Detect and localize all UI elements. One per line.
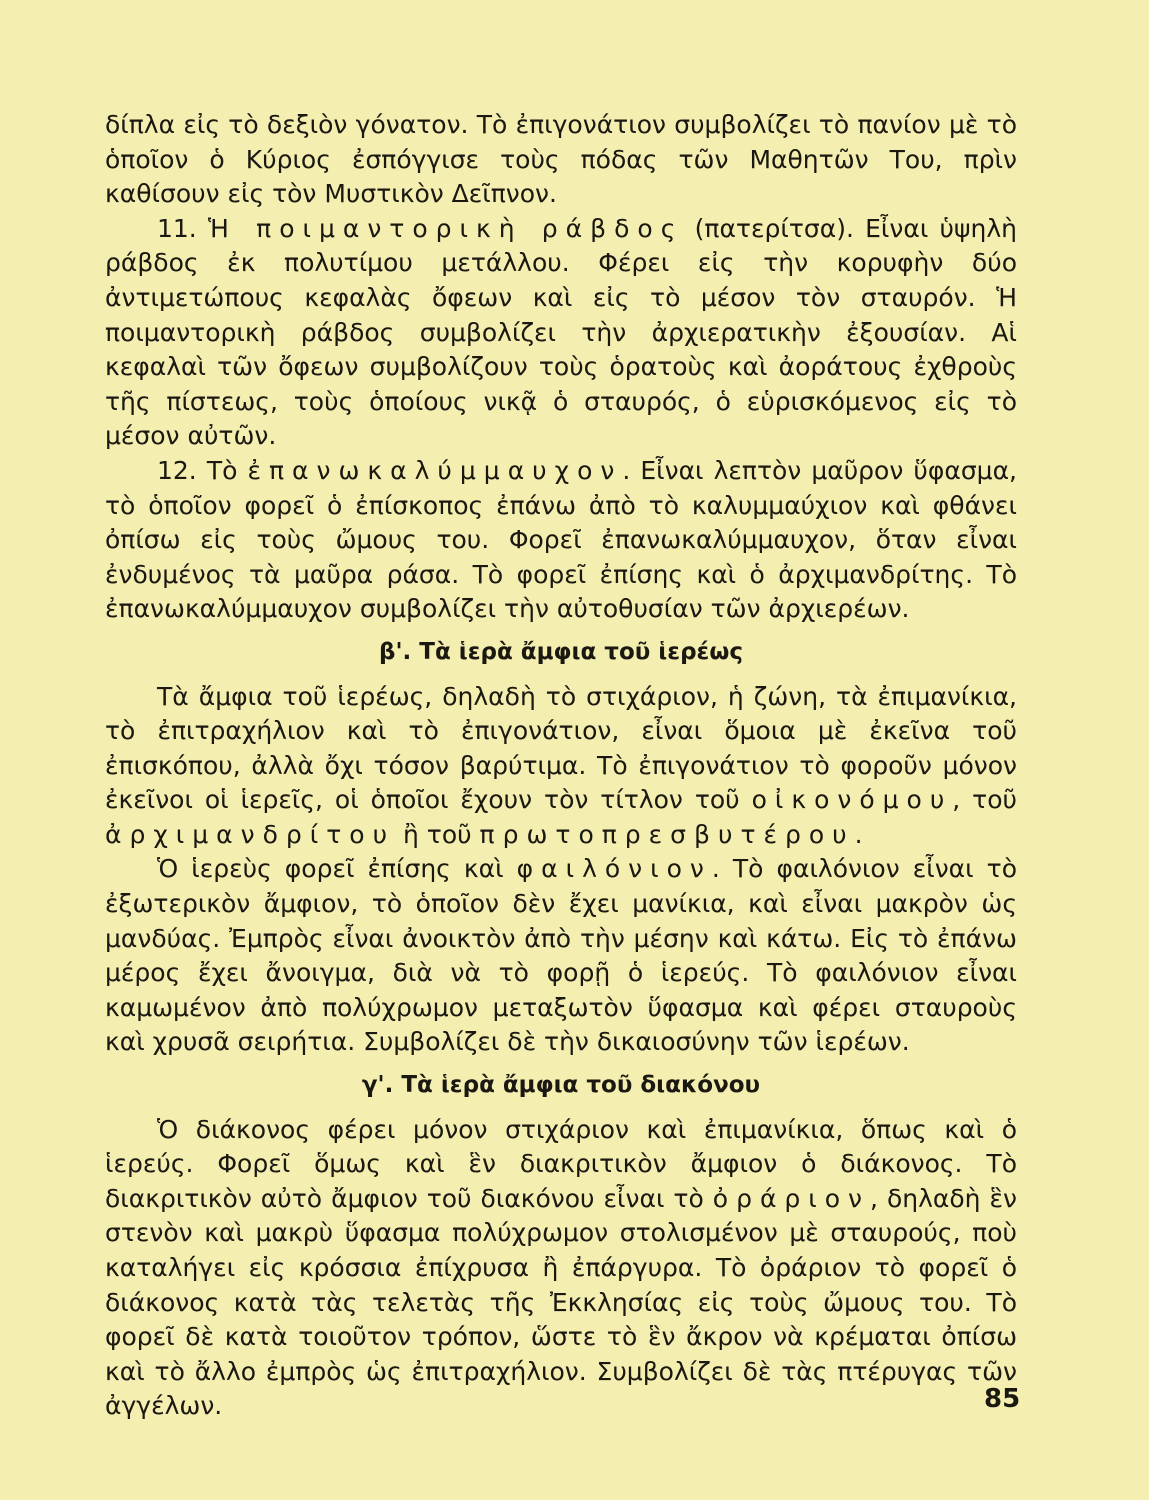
spaced-term: οἰκονόμου — [751, 785, 953, 815]
paragraph-priest-2: Ὁ ἱερεὺς φορεῖ ἐπίσης καὶ φαιλόνιον. Τὸ φαιλόνιον εἶναι τὸ ἐξωτερικὸν ἄμφιον, τὸ ὁποῖον δὲν ἔχει μανίκια, καὶ εἶναι μακρὸν ὡς μανδύας. Ἐμπρὸς εἶναι ἀνοικτὸν ἀπὸ τὴν μέσην καὶ κάτω. Εἰς τὸ ἐπάνω μέρος ἔχει ἄνοιγμα, διὰ νὰ τὸ φορῇ ὁ ἱερεύς. Τὸ φαιλόνιον εἶναι καμωμένον ἀπὸ πολύχρωμον μεταξωτὸν ὕφασμα καὶ φέρει σταυροὺς καὶ χρυσᾶ σειρήτια. Συμβολίζει δὲ τὴν δικαιοσύνην τῶν ἱερέων. — [105, 854, 1017, 1057]
spaced-term: πρωτοπρεσβυτέρου — [479, 819, 855, 849]
spaced-term: φαιλόνιον — [516, 854, 712, 884]
paragraph-continuation: δίπλα εἰς τὸ δεξιὸν γόνατον. Τὸ ἐπιγονάτιον συμβολίζει τὸ πανίον μὲ τὸ ὁποῖον ὁ Κύριος ἐσπόγγισε τοὺς πόδας τῶν Μαθητῶν Του, πρὶν καθίσουν εἰς τὸν Μυστικὸν Δεῖπνον. — [105, 110, 1017, 209]
spaced-term: Ἡ ποιμαντορικὴ ράβδος — [208, 213, 684, 243]
section-heading-priest: β'. Τὰ ἱερὰ ἄμφια τοῦ ἱερέως — [379, 638, 743, 665]
page-number: 85 — [984, 1384, 1021, 1414]
paragraph-deacon-1: Ὁ διάκονος φέρει μόνον στιχάριον καὶ ἐπιμανίκια, ὅπως καὶ ὁ ἱερεύς. Φορεῖ ὅμως καὶ ἓν διακριτικὸν ἄμφιον ὁ διάκονος. Τὸ διακριτικὸν αὐτὸ ἄμφιον τοῦ διακόνου εἶναι τὸ ὀράριον, δηλαδὴ ἓν στενὸν καὶ μακρὺ ὕφασμα πολύχρωμον στολισμένον μὲ σταυρούς, ποὺ καταλήγει εἰς κρόσσια ἐπίχρυσα ἢ ἐπάργυρα. Τὸ ὀράριον τὸ φορεῖ ὁ διάκονος κατὰ τὰς τελετὰς τῆς Ἐκκλησίας εἰς τοὺς ὤμους του. Τὸ φορεῖ δὲ κατὰ τοιοῦτον τρόπον, ὥστε τὸ ἓν ἄκρον νὰ κρέμαται ὀπίσω καὶ τὸ ἄλλο ἐμπρὸς ὡς ἐπιτραχήλιον. Συμβολίζει δὲ τὰς πτέρυγας τῶν ἀγγέλων. — [105, 1114, 1018, 1421]
body-text — [105, 108, 1017, 1424]
section-heading-deacon: γ'. Τὰ ἱερὰ ἄμφια τοῦ διακόνου — [361, 1072, 761, 1099]
paragraph-priest-1: Τὰ ἄμφια τοῦ ἱερέως, δηλαδὴ τὸ στιχάριον, ἡ ζώνη, τὰ ἐπιμανίκια, τὸ ἐπιτραχήλιον καὶ τὸ ἐπιγονάτιον, εἶναι ὅμοια μὲ ἐκεῖνα τοῦ ἐπισκόπου, ἀλλὰ ὄχι τόσον βαρύτιμα. Τὸ ἐπιγονάτιον τὸ φοροῦν μόνον ἐκεῖνοι οἱ ἱερεῖς, οἱ ὁποῖοι ἔχουν τὸν τίτλον τοῦ οἰκονόμου, τοῦ ἀρχιμανδρίτου ἢ τοῦ πρωτοπρεσβυτέρου. — [105, 681, 1017, 849]
item-number: 12. Τὸ — [157, 455, 248, 485]
paragraph-11: 11. Ἡ ποιμαντορικὴ ράβδος (πατερίτσα). Εἶναι ὑψηλὴ ράβδος ἐκ πολυτίμου μετάλλου. Φέρει εἰς τὴν κορυφὴν δύο ἀντιμετώπους κεφαλὰς ὄφεων καὶ εἰς τὸ μέσον τὸν σταυρόν. Ἡ ποιμαντορικὴ ράβδος συμβολίζει τὴν ἀρχιερατικὴν ἐξουσίαν. Αἱ κεφαλαὶ τῶν ὄφεων συμβολίζουν τοὺς ὁρατοὺς καὶ ἀοράτους ἐχθροὺς τῆς πίστεως, τοὺς ὁποίους νικᾷ ὁ σταυρός, ὁ εὑρισκόμενος εἰς τὸ μέσον αὐτῶν. — [105, 213, 1017, 451]
spaced-term: ὀράριον — [712, 1183, 871, 1213]
paragraph-12: 12. Τὸ ἐπανωκαλύμμαυχον. Εἶναι λεπτὸν μαῦρον ὕφασμα, τὸ ὁποῖον φορεῖ ὁ ἐπίσκοπος ἐπάνω ἀπὸ τὸ καλυμμαύχιον καὶ φθάνει ὀπίσω εἰς τοὺς ὤμους του. Φορεῖ ἐπανωκαλύμμαυχον, ὅταν εἶναι ἐνδυμένος τὰ μαῦρα ράσα. Τὸ φορεῖ ἐπίσης καὶ ὁ ἀρχιμανδρίτης. Τὸ ἐπανωκαλύμμαυχον συμβολίζει τὴν αὐτοθυσίαν τῶν ἀρχιερέων. — [105, 455, 1017, 624]
item-number: 11. — [157, 213, 209, 243]
spaced-term: ἀρχιμανδρίτου — [105, 819, 396, 849]
spaced-term: ἐπανωκαλύμμαυχον — [247, 455, 623, 485]
